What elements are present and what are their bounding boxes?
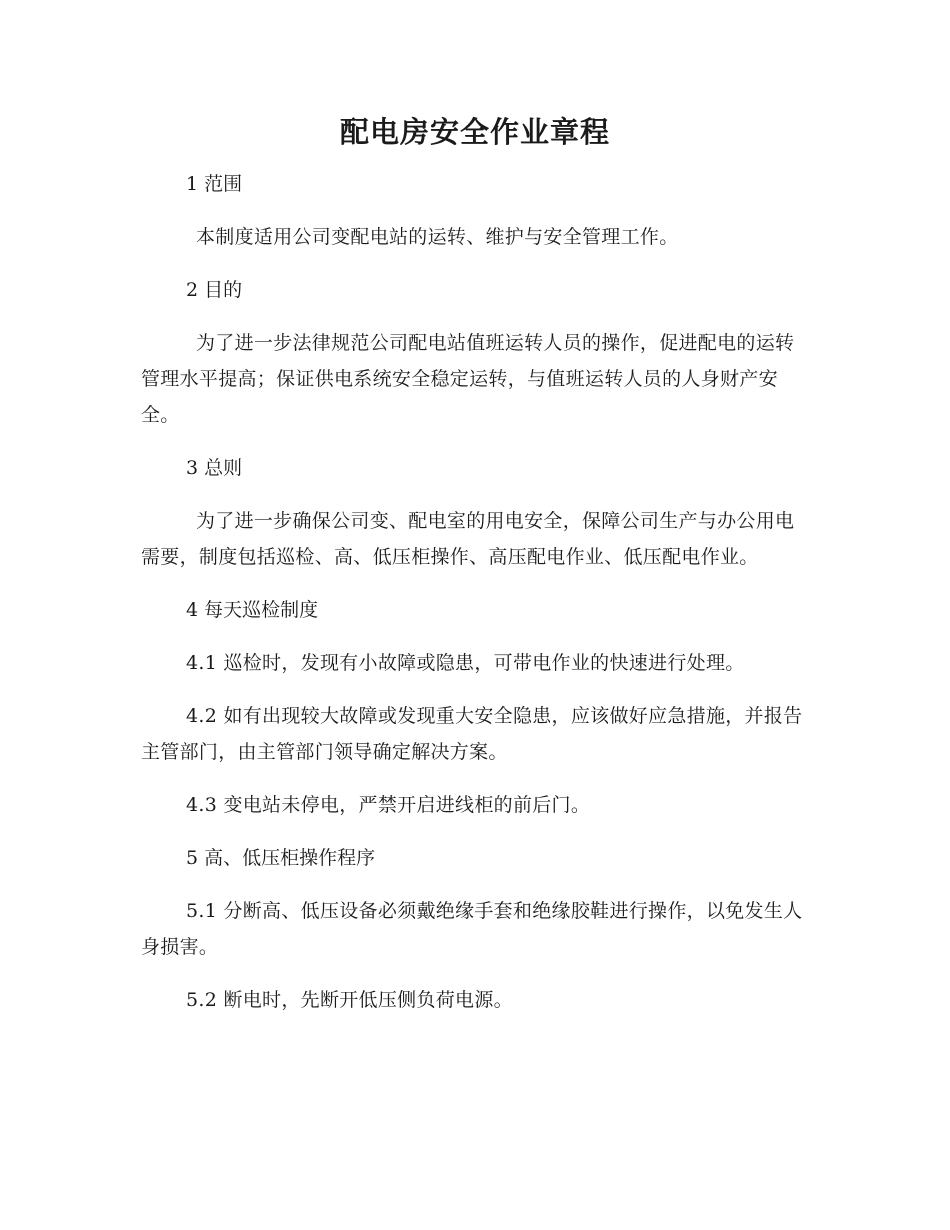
clause-5-1: 5.1 分断高、低压设备必须戴绝缘手套和绝缘胶鞋进行操作，以免发生人身损害。 [141, 900, 803, 958]
section-heading-scope: 1 范围 [186, 173, 243, 195]
document-body [141, 166, 809, 1035]
document-title: 配电房安全作业章程 [339, 115, 610, 149]
section-heading-purpose: 2 目的 [186, 279, 243, 301]
clause-4-2: 4.2 如有出现较大故障或发现重大安全隐患，应该做好应急措施，并报告主管部门，由主管部门领导确定解决方案。 [141, 705, 803, 763]
section-heading-general: 3 总则 [186, 457, 243, 479]
section-heading-daily-inspection: 4 每天巡检制度 [186, 599, 319, 621]
paragraph-scope: 本制度适用公司变配电站的运转、维护与安全管理工作。 [196, 226, 679, 248]
clause-5-2: 5.2 断电时，先断开低压侧负荷电源。 [186, 989, 513, 1011]
clause-4-1: 4.1 巡检时，发现有小故障或隐患，可带电作业的快速进行处理。 [186, 652, 745, 674]
clause-4-3: 4.3 变电站未停电，严禁开启进线柜的前后门。 [186, 794, 591, 816]
section-heading-switchgear-procedure: 5 高、低压柜操作程序 [186, 847, 376, 869]
paragraph-general: 为了进一步确保公司变、配电室的用电安全，保障公司生产与办公用电需要，制度包括巡检、高、低压柜操作、高压配电作业、低压配电作业。 [141, 510, 795, 568]
paragraph-purpose: 为了进一步法律规范公司配电站值班运转人员的操作，促进配电的运转管理水平提高；保证供电系统安全稳定运转，与值班运转人员的人身财产安全。 [141, 332, 795, 426]
